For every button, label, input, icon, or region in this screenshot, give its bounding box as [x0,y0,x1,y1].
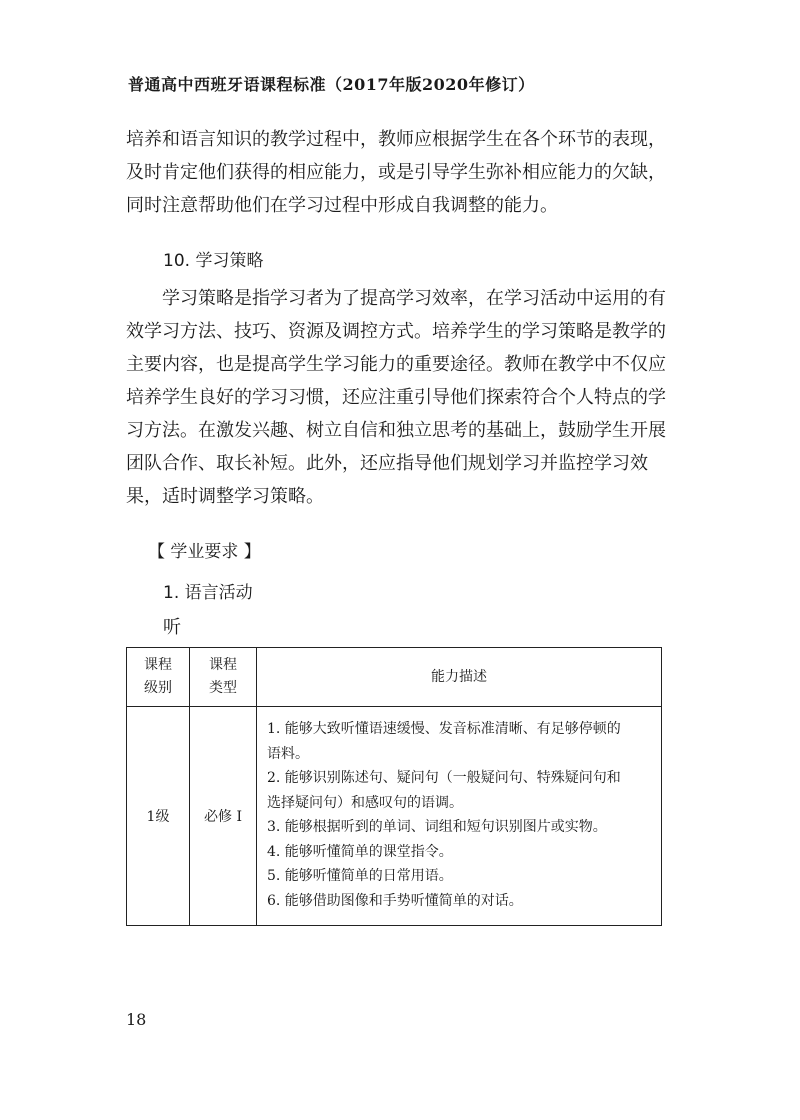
description-line: 5. 能够听懂简单的日常用语。 [267,868,453,884]
description-line: 选择疑问句）和感叹句的语调。 [267,794,463,811]
intro-paragraph [126,123,666,222]
intro-line: 培养和语言知识的教学过程中，教师应根据学生在各个环节的表现， [126,129,666,150]
col-header-type: 课程 类型 [190,648,257,707]
academic-requirements-heading: 【 学业要求 】 [148,542,261,562]
col-header-description: 能力描述 [257,648,662,707]
section-10-line: 习方法。在激发兴趣、树立自信和独立思考的基础上，鼓励学生开展 [126,420,666,441]
description-line: 6. 能够借助图像和手势听懂简单的对话。 [267,892,523,909]
section-10-line: 果，适时调整学习策略。 [126,486,324,507]
section-10-line: 主要内容，也是提高学生学习能力的重要途径。教师在教学中不仅应 [126,354,666,375]
language-activities-heading: 1. 语言活动 [163,583,253,603]
section-10-line: 团队合作、取长补短。此外，还应指导他们规划学习并监控学习效 [126,453,648,474]
cell-description [257,707,662,926]
description-line: 2. 能够识别陈述句、疑问句（一般疑问句、特殊疑问句和 [267,770,621,786]
description-line: 1. 能够大致听懂语速缓慢、发音标准清晰、有足够停顿的 [267,721,621,737]
description-line: 语料。 [267,745,309,762]
cell-type: 必修 I [190,707,257,926]
page-number: 18 [126,1010,147,1029]
listening-subheading: 听 [163,617,181,638]
section-10-line: 培养学生良好的学习习惯，还应注重引导他们探索符合个人特点的学 [126,387,666,408]
section-10-paragraph [126,282,666,513]
table-header-row [127,648,662,707]
intro-line: 同时注意帮助他们在学习过程中形成自我调整的能力。 [126,195,558,216]
col-header-level: 课程 级别 [127,648,190,707]
section-10-line: 效学习方法、技巧、资源及调控方式。培养学生的学习策略是教学的 [126,321,666,342]
ability-table [126,647,662,926]
table-row [127,707,662,926]
intro-line: 及时肯定他们获得的相应能力，或是引导学生弥补相应能力的欠缺， [126,162,666,183]
cell-level: 1级 [127,707,190,926]
description-line: 3. 能够根据听到的单词、词组和短句识别图片或实物。 [267,819,607,835]
section-10-line: 学习策略是指学习者为了提高学习效率，在学习活动中运用的有 [126,288,666,309]
running-header: 普通高中西班牙语课程标准（2017年版2020年修订） [128,75,535,94]
description-line: 4. 能够听懂简单的课堂指令。 [267,843,453,860]
section-10-heading: 10. 学习策略 [163,251,264,271]
